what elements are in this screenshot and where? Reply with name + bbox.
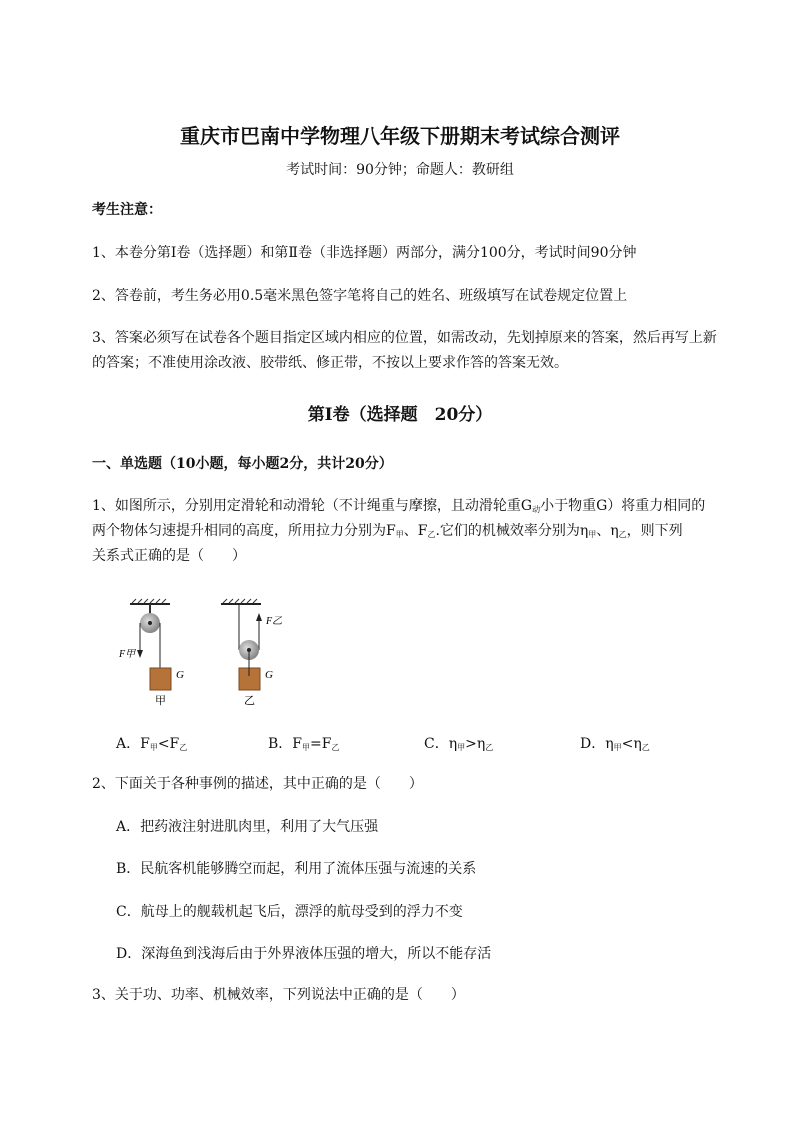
notice-item: 2、答卷前，考生务必用0.5毫米黑色签字笔将自己的姓名、班级填写在试卷规定位置上 [92,288,628,304]
notice-item: 1、本卷分第I卷（选择题）和第Ⅱ卷（非选择题）两部分，满分100分，考试时间90分钟 [92,245,637,261]
q1-option-c[interactable]: C．$\eta_甲>\eta_乙$ [424,736,494,752]
page-title: 重庆市巴南中学物理八年级下册期末考试综合测评 [180,124,620,148]
q1-line3: 关系式正确的是（ ） [92,548,246,564]
weight-block [150,668,171,690]
q2-option-a[interactable]: A．把药液注射进肌肉里，利用了大气压强 [116,819,379,835]
arrow-up-icon [256,613,262,621]
q2-option-b[interactable]: B．民航客机能够腾空而起，利用了流体压强与流速的关系 [116,861,477,877]
notice-heading: 考生注意： [92,202,162,218]
exam-info: 考试时间：90分钟；命题人：教研组 [286,162,514,178]
notice-item: 3、答案必须写在试卷各个题目指定区域内相应的位置，如需改动，先划掉原来的答案，然后再写上新 [92,330,717,346]
label-jia: 甲 [155,695,166,707]
q1-line2: 两个物体匀速提升相同的高度，所用拉力分别为$F_甲$、$F_乙$.它们的机械效率分别为$\eta_甲$、$\eta_乙$，则下列 [92,523,683,539]
q1-option-d[interactable]: D．$\eta_甲<\eta_乙$ [580,736,650,752]
q1-option-a[interactable]: A．$F_甲<F_乙$ [116,736,188,752]
q2-option-c[interactable]: C．航母上的舰载机起飞后，漂浮的航母受到的浮力不变 [116,904,463,920]
part-heading: 一、单选题（10小题，每小题2分，共计20分） [92,456,393,472]
q2-option-d[interactable]: D．深海鱼到浅海后由于外界液体压强的增大，所以不能存活 [116,946,492,962]
notice-item: 的答案；不准使用涂改液、胶带纸、修正带，不按以上要求作答的答案无效。 [92,355,568,371]
q1-option-b[interactable]: B．$F_甲=F_乙$ [268,736,340,752]
force-label-yi: F乙 [266,616,283,627]
movable-pulley-setup [221,599,282,707]
fixed-pulley-setup [118,599,184,707]
weight-label: G [265,669,273,681]
section-title: 第I卷（选择题 20分） [307,405,493,425]
weight-label: G [176,669,184,681]
pulley-figure [110,592,290,712]
q3-stem: 3、关于功、功率、机械效率，下列说法中正确的是（ ） [92,987,465,1003]
arrow-down-icon [137,650,143,658]
force-label-jia: F甲 [119,649,136,660]
q1-line1: 1、如图所示，分别用定滑轮和动滑轮（不计绳重与摩擦，且动滑轮重$G_动$小于物重G）将重力相同的 [92,498,706,514]
q2-stem: 2、下面关于各种事例的描述，其中正确的是（ ） [92,776,423,792]
label-yi: 乙 [244,695,255,707]
